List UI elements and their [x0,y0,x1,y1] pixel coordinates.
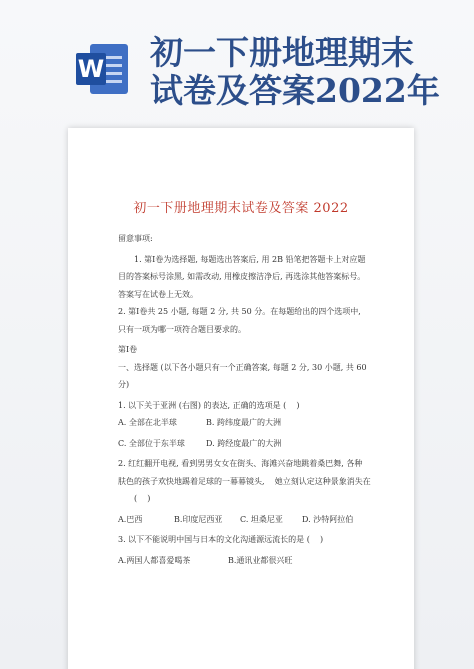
q3-option-a: A.两国人都喜爱喝茶 [118,555,191,565]
q3-options-row [118,552,368,570]
word-icon [76,42,130,96]
question-3: 3. 以下不能说明中国与日本的文化沟通源远流长的是 ( ) [118,535,324,544]
question-1: 1. 以下关于亚洲 (右图) 的表达, 正确的选项是 ( ) [118,400,300,410]
q2-option-d: D. 沙特阿拉伯 [302,514,354,524]
q1-options-row [118,414,368,432]
notice-line: 2. 第Ⅰ卷共 25 小题, 每题 2 分, 共 50 分。在每题给出的四个选项中, [118,307,361,316]
notice-line: 目的答案标号涂黑, 如需改动, 用橡皮擦洁净后, 再选涂其他答案标号。 [118,272,366,281]
question-2: 2. 红红翻开电视, 看到男男女女在街头、海滩兴奋地跳着桑巴舞, 各种 [118,459,363,468]
notice-heading: 留意事项: [118,234,153,243]
question-2: 肤色的孩子欢快地踢着足球的一幕幕镜头, 她立刻认定这种景象消失在 [118,476,371,486]
q1-option-c: C. 全部位于东半球 [118,438,185,448]
q1-option-b: B. 跨纬度最广的大洲 [206,418,281,427]
document-sheet [68,128,414,669]
word-icon-letter: W [77,55,105,83]
q2-option-c: C. 坦桑尼亚 [240,514,283,524]
word-icon-line [106,72,122,75]
section-heading: 第Ⅰ卷 [118,345,138,354]
notice-line: 只有一项为哪一项符合题目要求的。 [118,324,246,334]
q2-options-row [118,511,368,529]
banner-title-line2: 试卷及答案2022年 [150,71,440,110]
section-instructions: 分) [118,380,130,389]
document-title: 初一下册地理期末试卷及答案 2022 [133,201,349,216]
document-body [118,230,371,569]
word-icon-line [106,80,122,83]
word-icon-line [106,64,122,67]
q2-option-a: A.巴西 [118,514,143,524]
notice-line: 答案写在试卷上无效。 [118,289,198,299]
banner-title [150,34,450,110]
q2-option-b: B.印度尼西亚 [174,514,223,524]
q1-options-row [118,435,368,453]
q1-option-a: A. 全部在北半球 [118,418,177,427]
question-2-blank: ( ) [134,494,151,503]
word-icon-line [106,56,122,59]
q3-option-b: B.通讯业都很兴旺 [228,555,293,565]
section-instructions: 一、选择题 (以下各小题只有一个正确答案, 每题 2 分, 30 小题, 共 60 [118,362,367,372]
banner-title-line1: 初一下册地理期末 [150,33,414,72]
notice-line: 1. 第Ⅰ卷为选择题, 每题选出答案后, 用 2B 铅笔把答题卡上对应题 [134,254,366,264]
q1-option-d: D. 跨经度最广的大洲 [206,438,282,448]
